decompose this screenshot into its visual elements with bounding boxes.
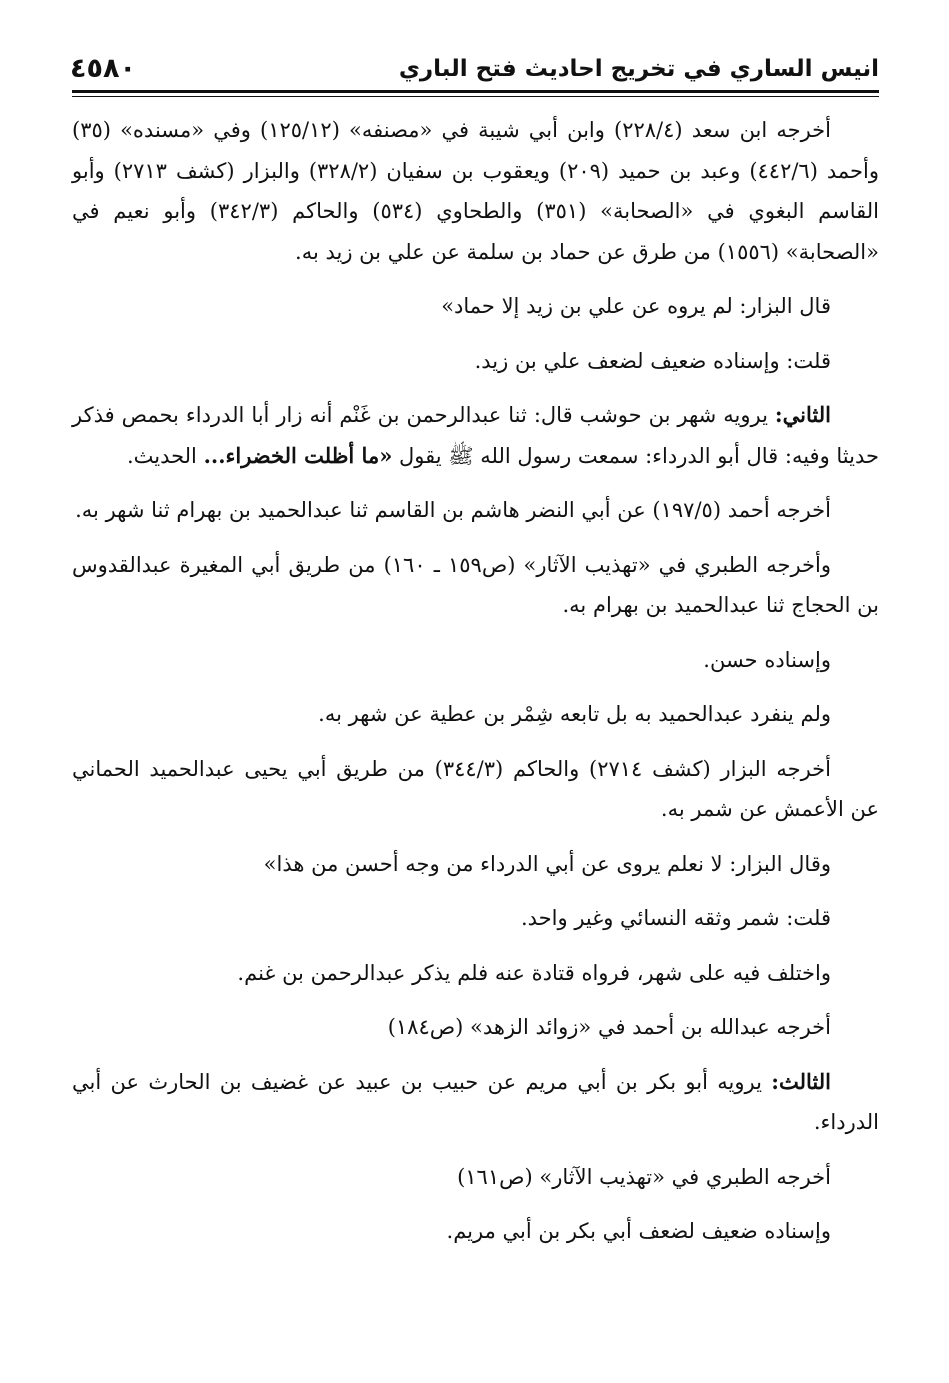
paragraph-isnad-daeef [72, 1211, 879, 1252]
paragraph-takhrij-tabari-1 [72, 545, 879, 626]
paragraph-qultu-1 [72, 341, 879, 382]
paragraph-takhrij-ahmad [72, 490, 879, 531]
paragraph-text: قلت: شمر وثقه النسائي وغير واحد. [520, 906, 831, 930]
paragraph-text: وأخرجه الطبري في «تهذيب الآثار» (ص١٥٩ ـ ١٦٠) من طريق أبي المغيرة عبدالقدوس بن الحجاج ثنا عبدالحميد بن بهرام به. [72, 552, 879, 617]
paragraph-text: وإسناده حسن. [703, 647, 831, 672]
paragraph-takhrij-ibn-saad [72, 110, 879, 272]
header-rule-thin [72, 96, 879, 97]
paragraph-third-path [72, 1062, 879, 1143]
paragraph-text: ولم ينفرد عبدالحميد به بل تابعه شِمْر بن عطية عن شهر به. [318, 702, 831, 726]
paragraph-qal-albazzar-2 [72, 844, 879, 885]
paragraph-text: أخرجه ابن سعد (٢٢٨/٤) وابن أبي شيبة في «مصنفه» (١٢٥/١٢) وفي «مسنده» (٣٥) وأحمد (٤٤٢/٦) وعبد بن حميد (٢٠٩) ويعقوب بن سفيان (٣٢٨/٢) والبزار (كشف ٢٧١٣) وأبو القاسم البغوي في «الصحابة» (٣٥١) والطحاوي (٥٣٤) والحاكم (٣٤٢/٣) وأبو نعيم في «الصحابة» (١٥٥٦) من طرق عن حماد بن سلمة عن علي بن زيد به. [72, 118, 880, 264]
paragraph-qultu-2 [72, 898, 879, 939]
section-lead-third: الثالث: [771, 1068, 831, 1094]
section-lead-second: الثاني: [774, 402, 831, 427]
paragraph-ikhtilaf [72, 953, 879, 994]
page-body [72, 110, 879, 1266]
paragraph-takhrij-tabari-2 [72, 1157, 879, 1198]
paragraph-second-path [72, 395, 879, 476]
header-rule-thick [72, 90, 879, 93]
paragraph-text: يرويه شهر بن حوشب قال: ثنا عبدالرحمن بن غَنْم أنه زار أبا الدرداء بحمص فذكر حديثا وفيه: قال أبو الدرداء: سمعت رسول الله ﷺ يقول [72, 403, 879, 468]
paragraph-text: قلت: وإسناده ضعيف لضعف علي بن زيد. [474, 348, 831, 373]
running-title: انيس الساري في تخريج احاديث فتح الباري [398, 56, 879, 82]
paragraph-isnad-hasan [72, 640, 879, 681]
paragraph-text: أخرجه الطبري في «تهذيب الآثار» (ص١٦١) [457, 1164, 831, 1189]
paragraph-qal-albazzar-1 [72, 286, 879, 327]
paragraph-text: أخرجه البزار (كشف ٢٧١٤) والحاكم (٣٤٤/٣) من طريق أبي يحيى عبدالحميد الحماني عن الأعمش عن شمر به. [72, 756, 879, 821]
paragraph-tail: الحديث. [126, 443, 204, 468]
paragraph-text: وقال البزار: لا نعلم يروى عن أبي الدرداء من وجه أحسن من هذا» [263, 851, 831, 876]
page-header [70, 48, 879, 88]
page-number: ٤٥٨٠ [70, 53, 136, 84]
paragraph-text: واختلف فيه على شهر، فرواه قتادة عنه فلم يذكر عبدالرحمن بن غنم. [237, 960, 831, 985]
paragraph-text: قال البزار: لم يروه عن علي بن زيد إلا حماد» [441, 294, 831, 318]
paragraph-takhrij-abdullah [72, 1007, 879, 1048]
paragraph-mutabaa [72, 694, 879, 735]
paragraph-takhrij-bazzar [72, 749, 879, 830]
paragraph-text: يرويه أبو بكر بن أبي مريم عن حبيب بن عبيد عن غضيف بن الحارث عن أبي الدرداء. [72, 1069, 879, 1134]
hadith-quote: «ما أظلت الخضراء... [203, 442, 393, 468]
paragraph-text: أخرجه عبدالله بن أحمد في «زوائد الزهد» (ص١٨٤) [387, 1015, 831, 1039]
paragraph-text: أخرجه أحمد (١٩٧/٥) عن أبي النضر هاشم بن القاسم ثنا عبدالحميد بن بهرام ثنا شهر به. [75, 498, 831, 522]
paragraph-text: وإسناده ضعيف لضعف أبي بكر بن أبي مريم. [446, 1219, 831, 1243]
